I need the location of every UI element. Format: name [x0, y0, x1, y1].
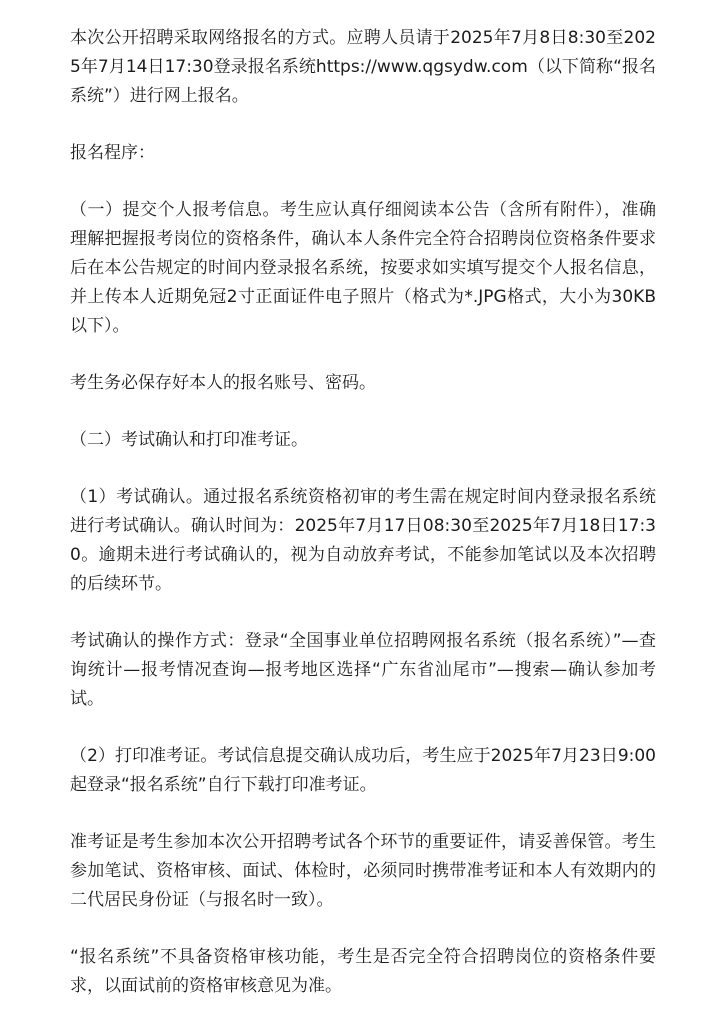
paragraph-admission-ticket-importance: 准考证是考生参加本次公开招聘考试各个环节的重要证件，请妥善保管。考生参加笔试、资格审核、面试、体检时，必须同时携带准考证和本人有效期内的二代居民身份证（与报名时一致）。	[70, 832, 656, 910]
paragraph-exam-confirmation: （1）考试确认。通过报名系统资格初审的考生需在规定时间内登录报名系统进行考试确认。确认时间为：2025年7月17日08:30至2025年7月18日17:30。逾期未进行考试确认的，视为自动放弃考试，不能参加笔试以及本次招聘的后续环节。	[70, 487, 656, 594]
paragraph-registration-procedure-heading: 报名程序：	[70, 143, 155, 163]
paragraph-keep-account-password: 考生务必保存好本人的报名账号、密码。	[70, 373, 376, 393]
paragraph-submit-personal-info: （一）提交个人报考信息。考生应认真仔细阅读本公告（含所有附件），准确理解把握报考岗位的资格条件，确认本人条件完全符合招聘岗位资格条件要求后在本公告规定的时间内登录报名系统，按要求如实填写提交个人报名信息，并上传本人近期免冠2寸正面证件电子照片（格式为*.JPG格式，大小为30KB以下）。	[70, 200, 656, 336]
paragraph-confirm-and-print-heading: （二）考试确认和打印准考证。	[70, 430, 308, 450]
paragraph-confirmation-operation: 考试确认的操作方式：登录“全国事业单位招聘网报名系统（报名系统）”—查询统计—报考情况查询—报考地区选择“广东省汕尾市”—搜索—确认参加考试。	[70, 631, 656, 709]
paragraph-no-qualification-review: “报名系统”不具备资格审核功能，考生是否完全符合招聘岗位的资格条件要求，以面试前的资格审核意见为准。	[70, 947, 656, 996]
document-body	[70, 24, 656, 1001]
paragraph-registration-method: 本次公开招聘采取网络报名的方式。应聘人员请于2025年7月8日8:30至2025年7月14日17:30登录报名系统https://www.qgsydw.com（以下简称“报名系统”）进行网上报名。	[70, 28, 656, 106]
paragraph-print-admission-ticket: （2）打印准考证。考试信息提交确认成功后，考生应于2025年7月23日9:00起登录“报名系统”自行下载打印准考证。	[70, 746, 656, 795]
